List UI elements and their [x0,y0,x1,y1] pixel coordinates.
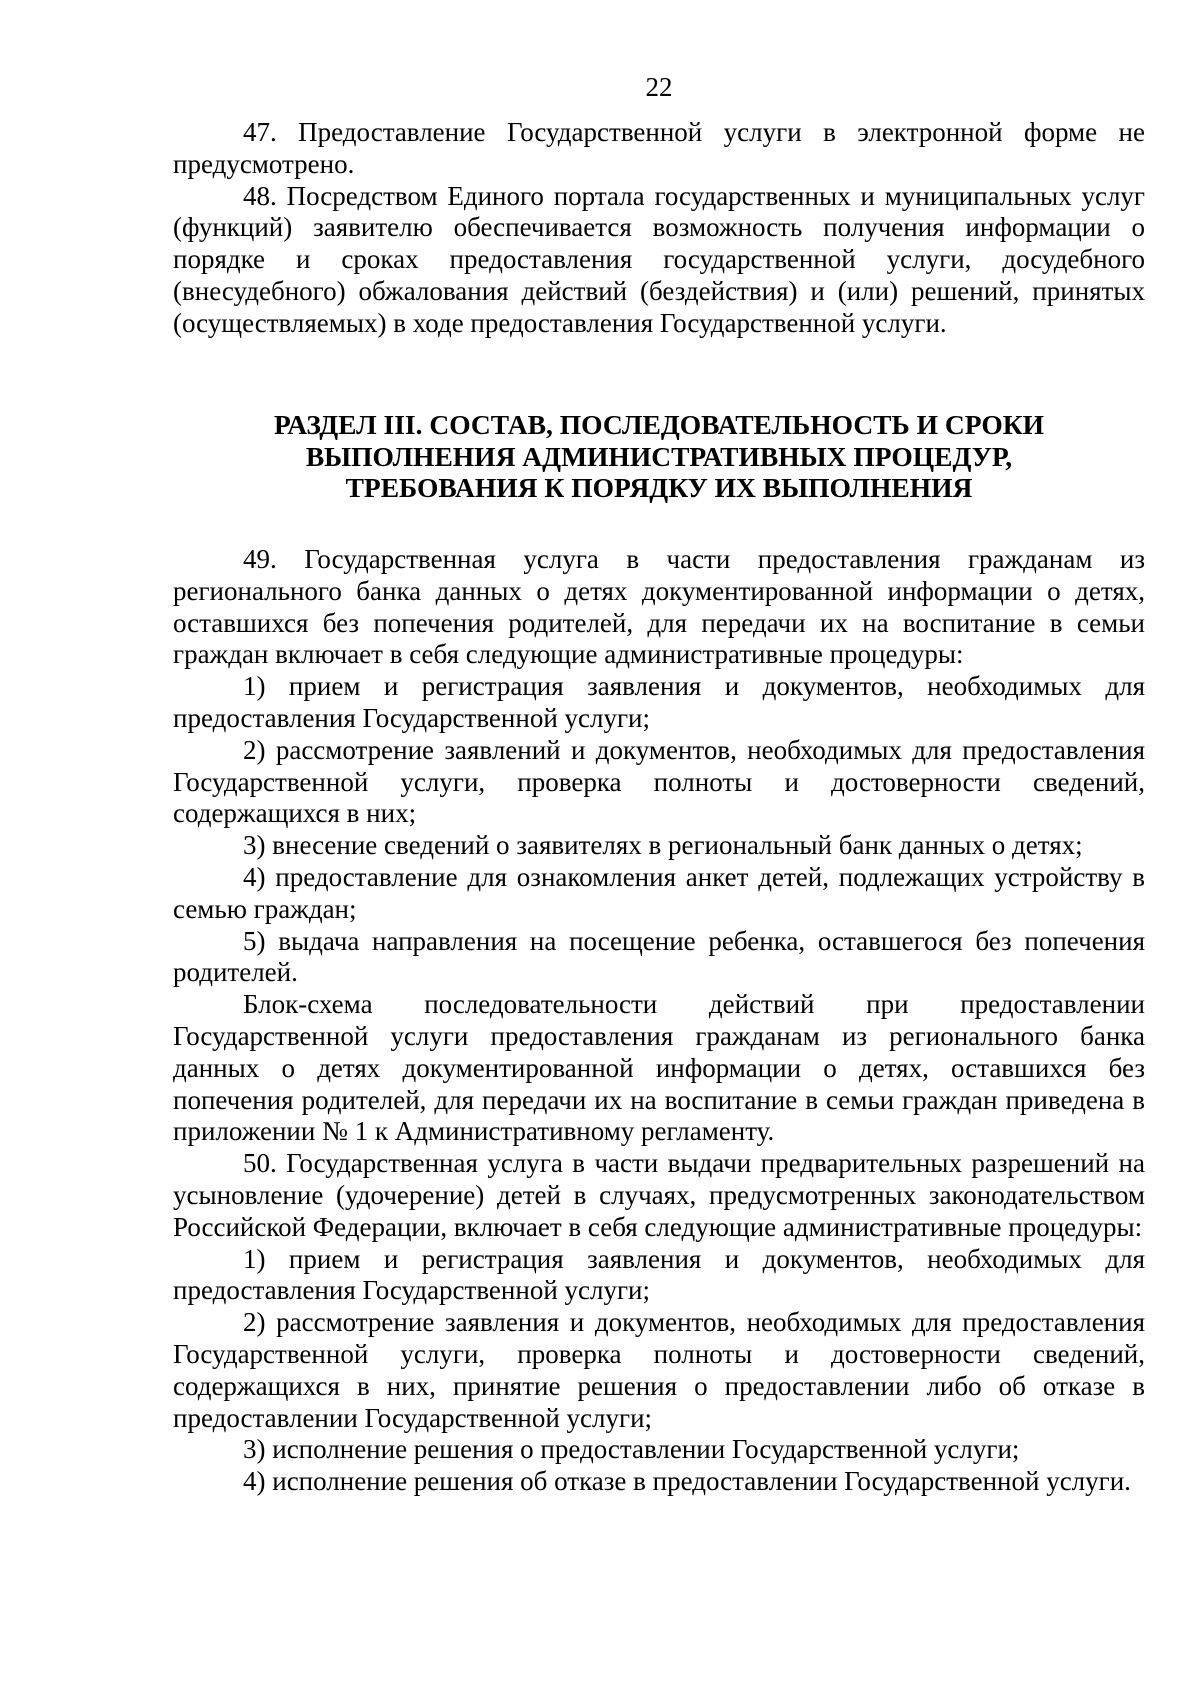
list-item-50-2: 2) рассмотрение заявления и документов, необходимых для предоставления Государственной услуги, проверка полноты и достоверности сведений, содержащихся в них, принятие решения о предоставлении либо об отказе в предоставлении Государственной услуги; [173,1307,1145,1433]
paragraph-flowchart-reference: Блок-схема последовательности действий при предоставлении Государственной услуги предоставления гражданам из регионального банка данных о детях документированной информации о детях, оставшихся без попечения родителей, для передачи их на воспитание в семьи граждан приведена в приложении № 1 к Административному регламенту. [173,989,1145,1147]
list-item-49-2: 2) рассмотрение заявлений и документов, необходимых для предоставления Государственной услуги, проверка полноты и достоверности сведений, содержащихся в них; [173,734,1145,829]
list-item-50-4: 4) исполнение решения об отказе в предоставлении Государственной услуги. [243,1466,1131,1497]
page-number: 22 [645,72,673,102]
list-item-49-3: 3) внесение сведений о заявителях в региональный банк данных о детях; [243,830,1083,861]
list-item-50-1: 1) прием и регистрация заявления и документов, необходимых для предоставления Государственной услуги; [173,1243,1145,1306]
list-item-49-5: 5) выдача направления на посещение ребенка, оставшегося без попечения родителей. [173,925,1145,988]
list-item-49-1: 1) прием и регистрация заявления и документов, необходимых для предоставления Государственной услуги; [173,671,1145,733]
paragraph-47: 47. Предоставление Государственной услуги в электронной форме не предусмотрено. [173,117,1145,179]
list-item-50-3: 3) исполнение решения о предоставлении Государственной услуги; [243,1434,1020,1465]
section-heading [173,409,1145,504]
list-item-49-4: 4) предоставление для ознакомления анкет детей, подлежащих устройству в семью граждан; [173,861,1145,924]
section-heading-line-2: ВЫПОЛНЕНИЯ АДМИНИСТРАТИВНЫХ ПРОЦЕДУР, [305,440,1013,472]
section-heading-line-3: ТРЕБОВАНИЯ К ПОРЯДКУ ИХ ВЫПОЛНЕНИЯ [345,472,973,503]
paragraph-49: 49. Государственная услуга в части предоставления гражданам из регионального банка данных о детях документированной информации о детях, оставшихся без попечения родителей, для передачи их на воспитание в семьи граждан включает в себя следующие административные процедуры: [173,544,1145,670]
paragraphs-before-heading [173,117,1145,340]
paragraph-48: 48. Посредством Единого портала государственных и муниципальных услуг (функций) заявителю обеспечивается возможность получения информации о порядке и сроках предоставления государственной услуги, досудебного (внесудебного) обжалования действий (бездействия) и (или) решений, принятых (осуществляемых) в ходе предоставления Государственной услуги. [173,180,1145,338]
paragraphs-after-heading [173,544,1145,1498]
section-heading-line-1: РАЗДЕЛ III. СОСТАВ, ПОСЛЕДОВАТЕЛЬНОСТЬ И СРОКИ [273,409,1045,440]
paragraph-50: 50. Государственная услуга в части выдачи предварительных разрешений на усыновление (удочерение) детей в случаях, предусмотренных законодательством Российской Федерации, включает в себя следующие административные процедуры: [173,1148,1145,1242]
